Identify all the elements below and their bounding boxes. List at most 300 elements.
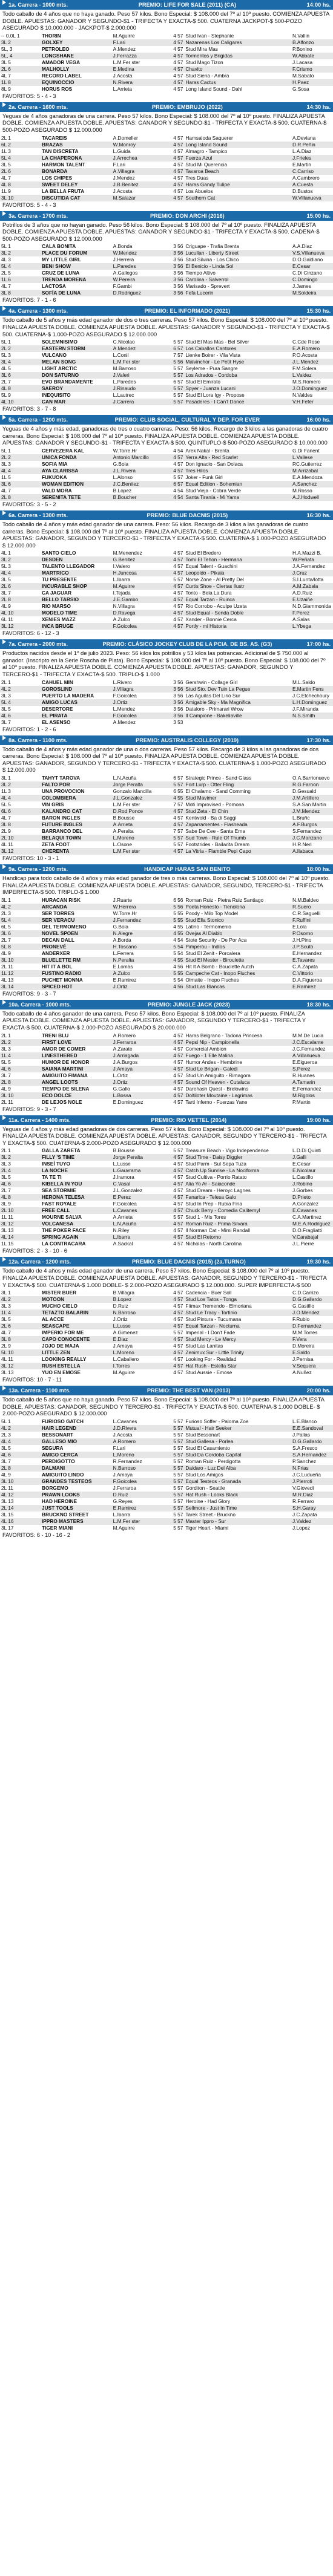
horse-name: MOURNE SALVA (41, 1214, 82, 1221)
performance-cell: 2L 7 (1, 379, 11, 385)
horse-name: HAIR LEGEND (41, 1425, 112, 1432)
jockey-name: J.A.Burgos (113, 1058, 138, 1065)
age-weight: 4 57 (173, 1072, 183, 1078)
owner-breeding: Tiger Heart - Miami (185, 1524, 229, 1531)
age-weight: 4 57 (167, 195, 184, 201)
table-row (0, 795, 333, 801)
table-row (0, 1492, 333, 1498)
performance-cell: 2L 7 (1, 936, 11, 943)
trainer-name: S.I.Lunta/lotta (292, 576, 324, 583)
performance-cell: 3L 8 (0, 1336, 41, 1343)
jockey-name: J.Mendez (113, 174, 135, 181)
owner-breeding: Stud Siena - Ambra (185, 72, 229, 79)
trainer-name: M.E.A.Rodriguez (291, 1221, 333, 1227)
table-row (0, 345, 333, 352)
horse-name: INSEÍ TUYO (41, 1161, 70, 1167)
performance-cell: 4L 2 (0, 904, 41, 910)
jockey-name: M.Aguirre (113, 1524, 135, 1531)
performance-cell: 2L 1 (1, 679, 11, 685)
jockey-name: A.Romero (112, 1438, 167, 1445)
trainer-name: P.Martin (292, 1098, 311, 1105)
performance-cell: 3L 10 (0, 195, 41, 201)
owner-breeding: Ovejas Al Diablo (184, 930, 291, 937)
table-row (0, 1336, 333, 1343)
performance-cell: 4L 6 (0, 1452, 41, 1458)
race-number-distance: 1a. Carrera - 1000 mts. (8, 2, 68, 8)
horse-name: MALHOLLY (41, 66, 112, 73)
trainer-name: A.Villanueva (291, 1052, 333, 1059)
jockey-name: G.Benitez (112, 556, 167, 563)
age-weight: 4 57 (167, 1092, 184, 1099)
jockey-name: E.Medina (112, 66, 167, 73)
horse-name: SEGURA (41, 1444, 64, 1451)
table-row (0, 359, 333, 365)
owner-breeding: Sound Of Heaven - Cutaluca (184, 1079, 291, 1086)
jockey-name: J.Fernandez (112, 917, 167, 924)
horse-name: UNA PROVOCION (41, 788, 85, 795)
owner-breeding: Lucullan - Liberty Street (184, 250, 291, 256)
entries-table (0, 339, 333, 405)
triangle-bullet-icon (2, 1000, 6, 1005)
performance-cell: 3L 1 (1, 775, 11, 781)
age-weight: 3 56 (167, 250, 184, 256)
jockey-name: M.Aguirre (113, 1369, 135, 1376)
table-row (0, 1498, 333, 1505)
horse-name: FALTO POR (41, 781, 112, 788)
owner-breeding: Fefa Lucerin (184, 290, 291, 296)
jockey-name: H.Juncosa (112, 570, 167, 576)
table-row (0, 1425, 333, 1432)
performance-cell: 1L 8 (0, 79, 41, 86)
owner-breeding: Fuerza Azul (184, 155, 291, 161)
owner-breeding: Stud Las Lanitas (185, 1343, 223, 1349)
triangle-bullet-icon (2, 639, 6, 644)
trainer-name: J.M.Artillero (291, 795, 333, 801)
race-time: 17:00 hs. (306, 641, 331, 648)
owner-breeding: Footstrides - Bailarita Dream (185, 841, 249, 848)
entries-table (0, 135, 333, 201)
entries-table (0, 243, 333, 296)
jockey-name: J.D.Rivera (112, 1425, 167, 1432)
triangle-bullet-icon (2, 864, 6, 869)
table-row (0, 1174, 333, 1181)
horse-name: LITTLE ZEN (41, 1349, 112, 1356)
horse-name: BARON INGLES (41, 815, 81, 821)
horse-name: EL PIRATA (41, 712, 112, 719)
table-row (0, 583, 333, 590)
jockey-name: B.Bousse (113, 815, 135, 821)
age-weight: 4 57 (173, 1303, 183, 1309)
horse-name: HIT IT A BOL (41, 963, 73, 970)
jockey-name: L.N.Acuña (113, 775, 137, 781)
table-row (0, 1452, 333, 1458)
age-weight: 4 57 (167, 1309, 184, 1316)
table-row (0, 73, 333, 79)
horse-name: BELAQUI TOWN (41, 835, 112, 841)
owner-breeding: Stud Mi Querencia (185, 161, 228, 168)
table-row (0, 1369, 333, 1376)
age-weight: 4 57 (167, 1349, 184, 1356)
table-row (0, 1438, 333, 1445)
jockey-name: E.Diaz (112, 1336, 167, 1343)
table-row (0, 79, 333, 86)
table-row (0, 53, 333, 59)
race-header (0, 1257, 333, 1267)
horse-name: XENIES MAZZ (41, 616, 76, 623)
horse-name: EVO BRANDAMENTE (41, 379, 93, 385)
jockey-name: W.Monroy (112, 142, 167, 148)
performance-cell: 1L 6 (0, 276, 41, 283)
race-conditions: Yeguas de 4 años ganadoras de una carrera. Peso 57 kilos. Bono Especial: $ 108.000 del 7º al 10º puesto. FINALIZA APUESTA DOBLE. COMIENZA APUESTA DOBLE. APUESTAS: GANADOR Y SEGUNDO-$1 - TRIFECTA Y EXACTA-$ 500. CUATERNA-$ 500-POZO ASEGURADO $ 12.000.000 (2, 112, 327, 133)
race-number-distance: 5a. Carrera - 1200 mts. (8, 417, 68, 423)
owner-breeding: Heroine - Had Glory (185, 1498, 231, 1504)
horse-name: FUKUOKA (41, 474, 67, 480)
performance-cell: 1L 3 (1, 788, 11, 795)
favorites-line: FAVORITOS: 1 - 2 - 6 (2, 726, 56, 732)
performance-cell: 1L 4 (0, 1052, 41, 1059)
horse-name: INCURABLE SHOP (41, 583, 112, 590)
table-row (0, 1207, 333, 1214)
entries-table (0, 679, 333, 726)
age-weight: 3 56 (173, 243, 183, 250)
jockey-name: D.Ruiz (113, 1303, 128, 1309)
owner-breeding: Malvinchor - Le Petit Hyse (184, 359, 291, 365)
age-weight: 4 57 (173, 603, 183, 610)
trainer-name: A.Nuñez (292, 1369, 312, 1376)
age-weight: 5 57 (173, 576, 183, 583)
performance-cell: 4L 12 (0, 1492, 41, 1498)
owner-breeding: Cadencia - Buer Soll (185, 1290, 232, 1296)
horse-name: TIEMPO DE SILENA (41, 1085, 90, 1092)
performance-cell: 4L 5 (1, 365, 11, 372)
horse-name: PRAWN LOOKS (41, 1492, 112, 1498)
horse-name: AYA CLARISSA (41, 468, 112, 474)
race-number-distance: 13a. Carrera - 1100 mts. (8, 1387, 71, 1394)
age-weight: 5 57 (173, 1524, 183, 1531)
jockey-name: I.Torres (112, 1363, 167, 1369)
table-row (0, 686, 333, 693)
race-prize-name: PREMIO: EL INFORMADO (2021) (144, 308, 231, 315)
table-row (0, 474, 333, 481)
age-weight: 4 57 (167, 848, 184, 855)
table-row (0, 1465, 333, 1472)
owner-breeding: Portly - mi Historia (184, 623, 291, 630)
age-weight: 4 57 (173, 1356, 183, 1363)
performance-cell: 2L 9 (1, 828, 11, 835)
table-row (0, 1303, 333, 1309)
entries-table (0, 448, 333, 501)
owner-breeding: Southern Cat (184, 195, 291, 201)
favorites-line: FAVORITOS: 10 - 7 - 11 (2, 1377, 62, 1383)
trainer-name: N.S.Smith (291, 712, 333, 719)
age-weight: 5 56 (167, 904, 184, 910)
trainer-name: V.Giovedi (292, 1484, 314, 1491)
entries-table (0, 1290, 333, 1376)
jockey-name: J.Acosta (113, 187, 133, 194)
jockey-name: L.M.Fer ster (112, 848, 167, 855)
horse-name: KALANDRO CAT (41, 808, 112, 815)
age-weight: 4 57 (167, 1194, 184, 1201)
table-row (0, 161, 333, 168)
trainer-name: L.A.Diaz (292, 148, 312, 154)
horse-name: AMADOR VEGA (41, 59, 81, 65)
age-weight: 4 57 (173, 161, 183, 168)
horse-name: YUO EN EMOSE (41, 1369, 81, 1376)
jockey-name: J.Amaya (113, 1471, 133, 1478)
jockey-name: L.Cavanes (113, 1418, 137, 1424)
table-row (0, 33, 333, 39)
owner-breeding: Stud Mercy - Le Mercy (184, 1336, 291, 1343)
horse-name: HUMOR DE HONOR (41, 1058, 90, 1065)
trainer-name: W.Peñata (291, 556, 333, 563)
jockey-name: L.Arrieta (113, 85, 133, 92)
horse-name: HAD HEROINE (41, 1498, 77, 1504)
trainer-name: E.E.Sandoval (291, 1425, 333, 1432)
trainer-name: C.Domingo (291, 276, 333, 283)
race-number-distance: 2a. Carrera - 1600 mts. (8, 103, 68, 110)
race-conditions: Potrillos de 3 años que no hayan ganado. Peso 56 kilos. Bono Especial: $ 108.000 del 7º al 10º puesto. FINALIZA APUESTA DOBLE. COMIENZA APUESTA DOBLE. APUESTAS: GANADOR Y SEGUNDO-$1 - TRIFECTA Y EXACTA-$ 500. CADENA-$ 500-POZO ASEGURADO $ 12.000.000 (2, 221, 320, 242)
horse-name: SEASCAPE (41, 1323, 112, 1329)
owner-breeding: Stud Silvina - Los Chico (185, 256, 239, 263)
age-weight: 5 57 (167, 1492, 184, 1498)
table-row (0, 1241, 333, 1247)
table-row (0, 1316, 333, 1323)
owner-breeding: Criguape - Trafia Brenta (185, 243, 239, 250)
age-weight: 3 56 (173, 283, 183, 290)
trainer-name: J.C.Escalante (291, 1039, 333, 1046)
horse-name: LA CONTRACARA (41, 1241, 86, 1247)
jockey-name: J.Ferraroa (112, 1039, 167, 1046)
trainer-name: F.Crismo (291, 66, 333, 73)
trainer-name: E.Ramirez (291, 983, 333, 990)
owner-breeding: Haras Belgrano - Tadona Princesa (185, 1032, 263, 1039)
age-weight: 4 57 (167, 79, 184, 86)
trainer-name: J.Valdez (291, 1518, 333, 1525)
owner-breeding: Daidaro - Luz Del Alba (184, 1465, 291, 1472)
table-row (0, 339, 333, 345)
race-number-distance: 6a. Carrera - 1300 mts. (8, 512, 68, 518)
jockey-name: B.Villagra (113, 1290, 135, 1296)
race-section (0, 1257, 333, 1386)
jockey-name: J.Herrera (113, 256, 134, 263)
table-row (0, 808, 333, 815)
race-header (0, 306, 333, 316)
age-weight: 4 57 (167, 1234, 184, 1241)
horse-name: EASTERN STORM (41, 345, 112, 352)
trainer-name: V.S.Villanueva (291, 250, 333, 256)
jockey-name: M.Salazar (112, 195, 167, 201)
triangle-bullet-icon (2, 1115, 6, 1120)
performance-cell: 6L 11 (1, 616, 13, 623)
table-row (0, 385, 333, 392)
jockey-name: L.Lautrec (113, 392, 134, 399)
table-row (0, 66, 333, 73)
jockey-name: L.Lusse (112, 1323, 167, 1329)
trainer-name: J.C.Ludueña (292, 1471, 321, 1478)
horse-name: SER TORRES (41, 910, 74, 916)
trainer-name: R.Huanes (292, 1072, 315, 1078)
jockey-name: L.Guida (113, 148, 131, 154)
age-weight: 5 57 (173, 339, 183, 345)
horse-name: BLUELETTE RM (41, 957, 112, 964)
owner-breeding: Catch Up Sunrise - La Nociforma (184, 1167, 291, 1174)
performance-cell: 6L 6 (0, 808, 41, 815)
horse-name: LINESTHERED (41, 1052, 112, 1059)
jockey-name: F.Goicolea (113, 692, 137, 699)
jockey-name: L.Osone (113, 841, 133, 848)
jockey-name: A.Mendez (113, 45, 136, 52)
table-row (0, 556, 333, 563)
trainer-name: D.Moreira (292, 1343, 315, 1349)
owner-breeding: Stud Mira Mas (185, 45, 218, 52)
trainer-name: E.Saldo (291, 1349, 333, 1356)
age-weight: 4 57 (167, 1052, 184, 1059)
performance-cell: 4L 8 (0, 181, 41, 188)
race-conditions: Productos nacidos desde el 1º de julio 2023. Peso: 56 kilos los potrillos y 53 kilos las potrancas. Adicional de $ 750.000 al ganador. (Inscripto en la Serie Roscha de Plata). Bono Especial: $ 108.000 del 7º al 10º puesto. Bono Especial: $ 108.000 del 7º al 10º puesto. FINALIZA APUESTA DOBLE. COMIENZA APUESTA DOBLE. APUESTAS: GANADOR, SEGUNDO Y TERCERO-$1 - TRIFECTA Y EXACTA-$ 500. TRIPLO-$ 1.000 (2, 650, 326, 678)
trainer-name: A.J.Hodwell (291, 494, 333, 501)
owner-breeding: Comercial Ambion (185, 1045, 226, 1052)
performance-cell: 2L 1 (1, 1032, 11, 1039)
trainer-name: A.Tamarin (291, 1079, 333, 1086)
age-weight: 4 57 (167, 53, 184, 59)
owner-breeding: Treasure Beach - Vigo Independence (185, 1147, 269, 1154)
owner-breeding: Equal Tarzan - Nocturna (184, 1323, 291, 1329)
owner-breeding: Fort Lurp - Otter Fling (184, 781, 291, 788)
horse-name: GRANDES TESTEOS (41, 1478, 112, 1485)
table-row (0, 276, 333, 283)
table-row (0, 1363, 333, 1369)
horse-name: DESDEN (41, 556, 112, 563)
age-weight: 4 57 (173, 1227, 183, 1234)
age-weight: 5 54 (173, 950, 183, 956)
horse-name: TAHYT TAROVA (41, 775, 81, 781)
horse-name: TRENI BLU (41, 1032, 69, 1039)
jockey-name: W.Pereira (112, 276, 167, 283)
jockey-name: Jorge Peralta (112, 1154, 167, 1161)
performance-cell: 3L 10 (0, 1092, 41, 1099)
age-weight: 3 56 (167, 712, 184, 719)
trainer-name: F.Rubio (292, 1316, 310, 1323)
race-time: 17:30 hs. (306, 737, 331, 743)
age-weight: 4 57 (167, 1167, 184, 1174)
horse-name: FIRST LOVE (41, 1039, 112, 1046)
age-weight: 5 57 (167, 399, 184, 405)
jockey-name: J.B.Benitez (112, 181, 167, 188)
table-row (0, 970, 333, 977)
owner-breeding: Stud Le Brigan - Galedi (184, 1066, 291, 1072)
horse-name: MELAN SONG (41, 359, 112, 365)
jockey-name: J.Rinaudo (112, 385, 167, 392)
age-weight: 5 57 (167, 1478, 184, 1485)
horse-name: DESERTORE (41, 705, 73, 712)
table-row (0, 1329, 333, 1336)
table-row (0, 392, 333, 399)
trainer-name: D.O.Galdiano (292, 256, 323, 263)
age-weight: 4 57 (167, 623, 184, 630)
table-row (0, 155, 333, 161)
performance-cell: 3L 12 (0, 1363, 41, 1369)
horse-name: FAST ROYALE (41, 1201, 77, 1207)
owner-breeding: Santa Tiranía - Mi Yama (184, 494, 291, 501)
jockey-name: L.Bossa (112, 1092, 167, 1099)
age-weight: 4 57 (173, 1290, 183, 1296)
table-row (0, 1099, 333, 1106)
age-weight: 6 55 (173, 788, 183, 795)
owner-breeding: Hamsaloda Saquerer (185, 134, 233, 141)
race-conditions: Yeguas de 4 años y más edad, ganadoras de tres o cuatro carreras. Peso: 56 kilos. Recargo de 3 kilos a las ganadoras de cuatro carreras. Bono Especial: $ 108.000 del 7º al 10º puesto. FINALIZA APUESTA DOBLE. COMIENZA APUESTA DOBLE. APUESTAS: GANADOR Y SEGUNDO-$1 - TRIFECTA Y EXACTA-$ 500. QUINTUPLO-$ 500-POZO ASEGURADO $ 10.000.000 (2, 425, 328, 446)
favorites-line: FAVORITOS: 3 - 5 - 2 (2, 501, 56, 507)
horse-name: ECO DOLCE (41, 1092, 112, 1099)
age-weight: 3 56 (173, 270, 183, 276)
age-weight: 5 54 (173, 976, 183, 983)
owner-breeding: Stud Parm - Sul Sepa Tuza (185, 1161, 246, 1167)
table-row (0, 1161, 333, 1167)
race-conditions: Todo caballo de 4 años y más edad ganador de una carrera. Peso 57 kilos. Bono Especial: $ 108.000 del 7º al 10º puesto. FINALIZA APUESTA DOBLE. COMIENZA APUESTA DOBLE. APUESTAS: GANADOR, SEGUNDO Y TERCERO-$1 - TRIFECTA Y EXACTA-$ 500. CUATERNA-$ 1.000 DOBLE- $ 2.000-POZO ASEGURADO $ 12.000.000. SUPER IMPERFECTA-$ 500 (2, 1267, 327, 1288)
race-header (0, 102, 333, 112)
age-weight: 4 57 (173, 45, 183, 52)
horse-name: CALA BONITA (41, 243, 76, 250)
owner-breeding: Stud Le Tracy - Tortinio (184, 1309, 291, 1316)
owner-breeding: Stud Pintura - Tucumana (185, 1316, 242, 1323)
table-row (0, 983, 333, 990)
age-weight: 4 57 (173, 1241, 183, 1247)
horse-name: CA JAGUAR (41, 590, 71, 596)
trainer-name: C.A.Martinez (292, 1214, 321, 1221)
age-weight: 4 57 (173, 1045, 183, 1052)
horse-name: LACTOSA (41, 283, 66, 290)
favorites-line: FAVORITOS: 7 - 1 - 6 (2, 297, 56, 304)
race-time: 16:30 hs. (306, 512, 331, 518)
owner-breeding: Tavaroa Beach (184, 168, 291, 175)
trainer-name: S.A.San Martin (292, 801, 326, 808)
jockey-name: W.Torre.Hr (113, 447, 137, 454)
age-weight: 5 57 (167, 1452, 184, 1458)
jockey-name: W.Torre.Hr (113, 910, 137, 916)
trainer-name: J.Pernisa (292, 1356, 314, 1363)
table-row (0, 1147, 333, 1154)
trainer-name: J.P.Scuto (291, 944, 333, 950)
owner-breeding: Moti Improvised - Pomona (185, 801, 245, 808)
horse-name: COLOMBIERA (41, 795, 112, 801)
performance-cell: 2L 1 (1, 134, 11, 141)
horse-name: KIBELLA IN YOU (41, 1181, 112, 1187)
jockey-name: C.Vasal (112, 1181, 167, 1187)
race-header (0, 1000, 333, 1009)
owner-breeding: Hat Rush - Looks Black (184, 1492, 291, 1498)
performance-cell: 2L 8 (0, 596, 41, 603)
trainer-name: E.Cesar (292, 1161, 311, 1167)
performance-cell: 3L 15 (1, 1511, 14, 1518)
age-weight: 4 57 (173, 1343, 183, 1349)
performance-cell: 4L 10 (0, 399, 41, 405)
owner-breeding: Curtis Shoe - Ciertas Ilustr (184, 583, 291, 590)
race-header (0, 639, 333, 649)
owner-breeding: Fanarica - Telesa Galo (184, 1194, 291, 1201)
performance-cell: 3L 13 (1, 1227, 14, 1234)
jockey-name: A.Mendez (112, 345, 167, 352)
trainer-name: E.Cavanes (291, 1207, 333, 1214)
horse-name: TETAZTO BALARIN (41, 1309, 112, 1316)
table-row (0, 1092, 333, 1099)
jockey-name: A.Arrieta (112, 821, 167, 828)
table-row (0, 1221, 333, 1227)
trainer-name: W.Villanueva (291, 195, 333, 201)
trainer-name: S.H.Garay (291, 1505, 333, 1511)
owner-breeding: Stud El Bredero (185, 550, 221, 556)
race-prize-name: PREMIO: JUNGLE JACK (2023) (148, 1001, 230, 1008)
jockey-name: N.Barroso (112, 1309, 167, 1316)
horse-name: LONGSHANE (41, 53, 112, 59)
